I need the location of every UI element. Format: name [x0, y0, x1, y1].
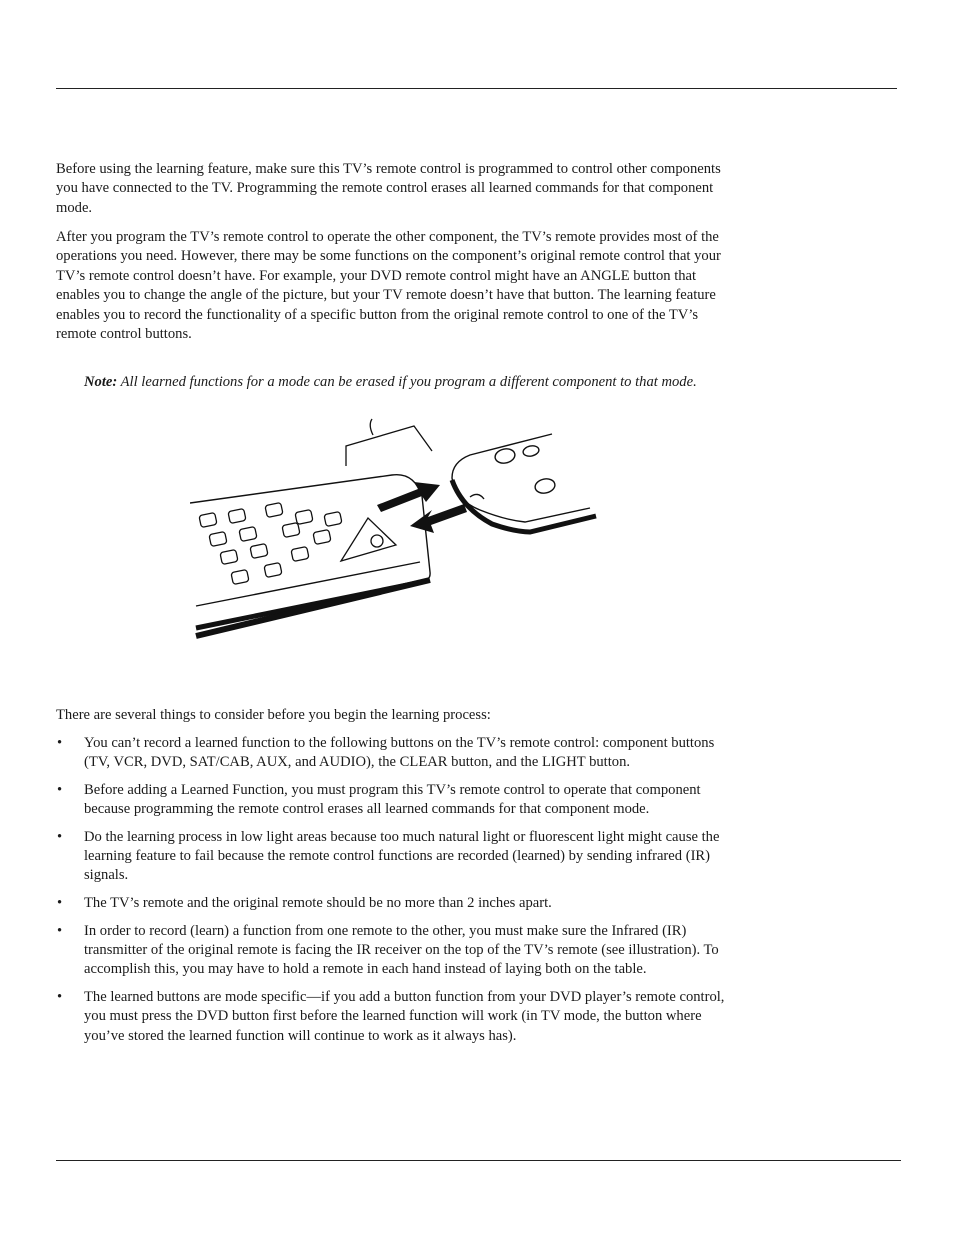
bullet-icon: • — [57, 782, 63, 798]
intro-paragraph: Before using the learning feature, make sure this TV’s remote control is programmed to control other components you have connected to the TV. Programming the remote control erases all learned commands for that component mode. — [56, 161, 721, 216]
bullet-icon: • — [57, 989, 63, 1006]
list-item — [56, 894, 726, 913]
list-item — [56, 781, 726, 819]
bullet-icon: • — [57, 895, 63, 912]
list-item-text: In order to record (learn) a function from one remote to the other, you must make sure the Infrared (IR) transmitter of the original remote is facing the IR receiver on the top of the TV’s remote (see illustration). To accomplish this, you may have to hold a remote in each hand instead of laying both on the table. — [84, 923, 719, 978]
note-text: All learned functions for a mode can be erased if you program a different component to that mode. — [120, 374, 697, 390]
original-remote-drawing — [452, 434, 596, 532]
remote-learning-illustration — [190, 418, 610, 643]
bullet-icon: • — [57, 829, 63, 845]
note-paragraph — [84, 373, 714, 392]
list-item — [56, 922, 726, 980]
bullet-icon: • — [57, 735, 63, 751]
explanation-paragraph: After you program the TV’s remote control to operate the other component, the TV’s remote provides most of the operations you need. However, there may be some functions on the component’s original remote control that your TV’s remote control doesn’t have. For example, your DVD remote control might have an ANGLE button that enables you to change the angle of the picture, but your TV remote doesn’t have that button. The learning feature enables you to record the functionality of a specific button from the original remote control to one of the TV’s remote control buttons. — [56, 229, 721, 343]
list-item — [56, 828, 726, 886]
list-item-text: The TV’s remote and the original remote should be no more than 2 inches apart. — [84, 895, 552, 912]
list-item — [56, 734, 726, 772]
list-item-text: You can’t record a learned function to the following buttons on the TV’s remote control: component buttons (TV, VCR, DVD, SAT/CAB, AUX, and AUDIO), the CLEAR button, and the LIGHT button. — [84, 735, 715, 771]
callout-bracket — [346, 419, 432, 466]
list-item — [56, 988, 726, 1046]
note-label: Note: — [84, 374, 118, 390]
list-item-text: Do the learning process in low light areas because too much natural light or fluorescent light might cause the learning feature to fail because the remote control functions are recorded (learned) by sending infrared (IR) signals. — [84, 829, 720, 884]
list-item-text: Before adding a Learned Function, you must program this TV’s remote control to operate that component because programming the remote control erases all learned commands for that component mode. — [84, 782, 701, 818]
list-item-text: The learned buttons are mode specific—if you add a button function from your DVD player’s remote control, you must press the DVD button first before the learned function will work (in TV mode, the button where you’ve stored the learned function will continue to work as it always has). — [84, 989, 725, 1044]
considerations-list — [56, 734, 726, 1054]
bullet-icon: • — [57, 923, 63, 939]
header-rule — [56, 88, 897, 89]
considerations-intro: There are several things to consider before you begin the learning process: — [56, 707, 491, 723]
footer-rule — [56, 1160, 901, 1161]
